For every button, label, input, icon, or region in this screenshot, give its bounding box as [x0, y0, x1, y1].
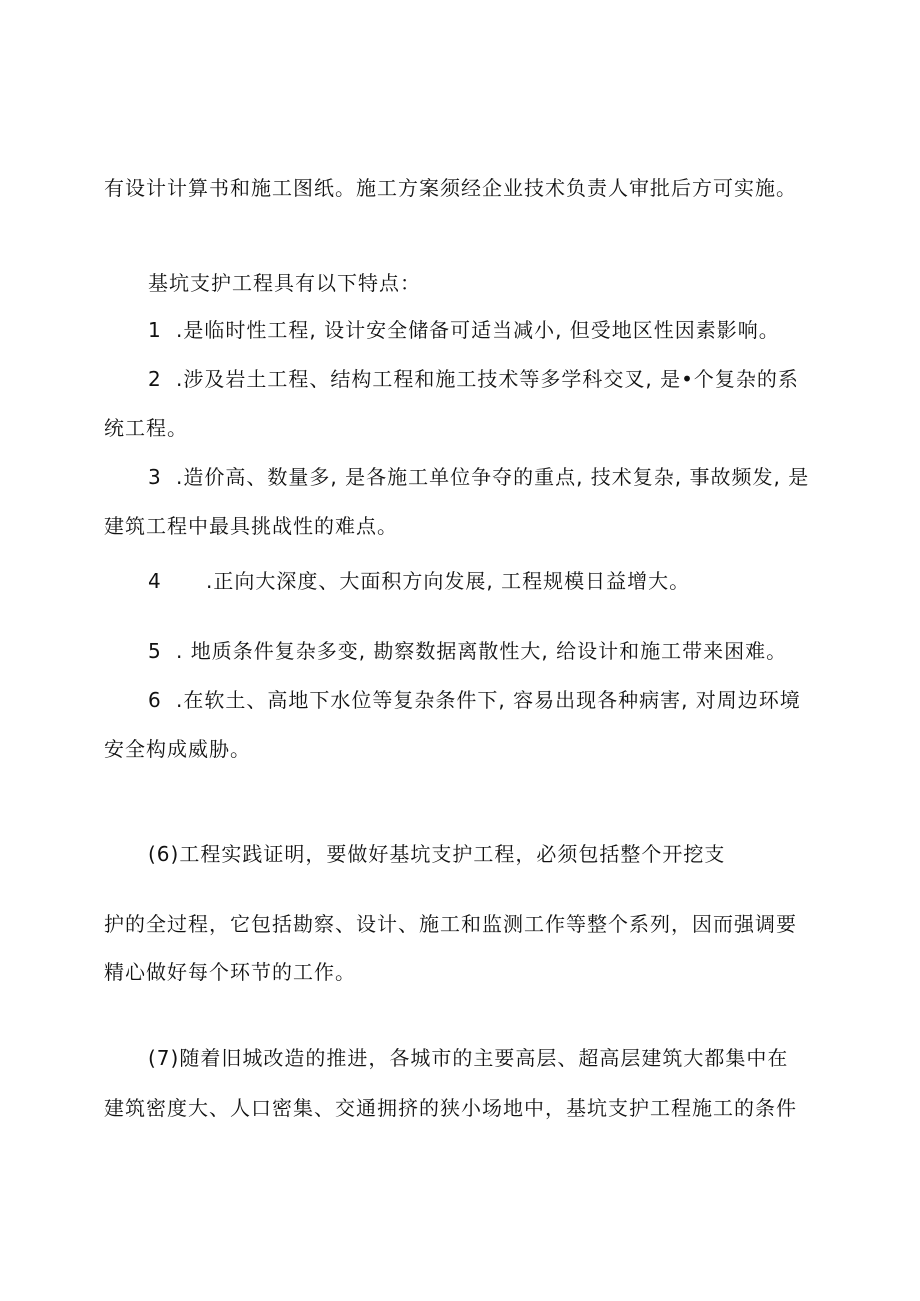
paragraph-line: 精心做好每个环节的工作。	[104, 960, 356, 984]
list-item	[148, 637, 787, 665]
paragraph-line: 建筑密度大、人口密集、交通拥挤的狭小场地中，基坑支护工程施工的条件	[104, 1096, 797, 1120]
list-number: 4	[148, 569, 162, 593]
list-item	[148, 567, 690, 595]
paragraph-line: 护的全过程，它包括勘察、设计、施工和监测工作等整个系列，因而强调要	[104, 912, 797, 936]
paragraph-line: (7)随着旧城改造的推进，各城市的主要高层、超高层建筑大都集中在	[148, 1046, 789, 1070]
list-text: .是临时性工程, 设计安全储备可适当减小, 但受地区性因素影响。	[176, 318, 780, 342]
list-item	[148, 463, 809, 491]
paragraph-line: 有设计计算书和施工图纸。施工方案须经企业技术负责人审批后方可实施。	[104, 176, 797, 200]
section-intro: 基坑支护工程具有以下特点：	[148, 271, 421, 295]
list-number: 1	[148, 318, 162, 342]
list-text-continued: 统工程。	[104, 416, 188, 440]
list-text: .涉及岩土工程、结构工程和施工技术等多学科交叉, 是•个复杂的系	[176, 367, 799, 391]
list-item	[148, 686, 801, 714]
list-number: 5	[148, 639, 162, 663]
list-number: 2	[148, 367, 162, 391]
list-text: .造价高、数量多, 是各施工单位争夺的重点, 技术复杂, 事故频发, 是	[176, 465, 810, 489]
list-text-continued: 建筑工程中最具挑战性的难点。	[104, 514, 398, 538]
list-item	[148, 316, 780, 344]
list-number: 6	[148, 688, 162, 712]
list-text-continued: 安全构成威胁。	[104, 737, 251, 761]
list-item	[148, 365, 799, 393]
list-number: 3	[148, 465, 162, 489]
list-text: .正向大深度、大面积方向发展, 工程规模日益增大。	[206, 569, 691, 593]
paragraph-line: (6)工程实践证明，要做好基坑支护工程，必须包括整个开挖支	[148, 842, 726, 866]
list-text: . 地质条件复杂多变, 勘察数据离散性大, 给设计和施工带来困难。	[176, 639, 788, 663]
list-text: .在软土、高地下水位等复杂条件下, 容易出现各种病害, 对周边环境	[176, 688, 801, 712]
